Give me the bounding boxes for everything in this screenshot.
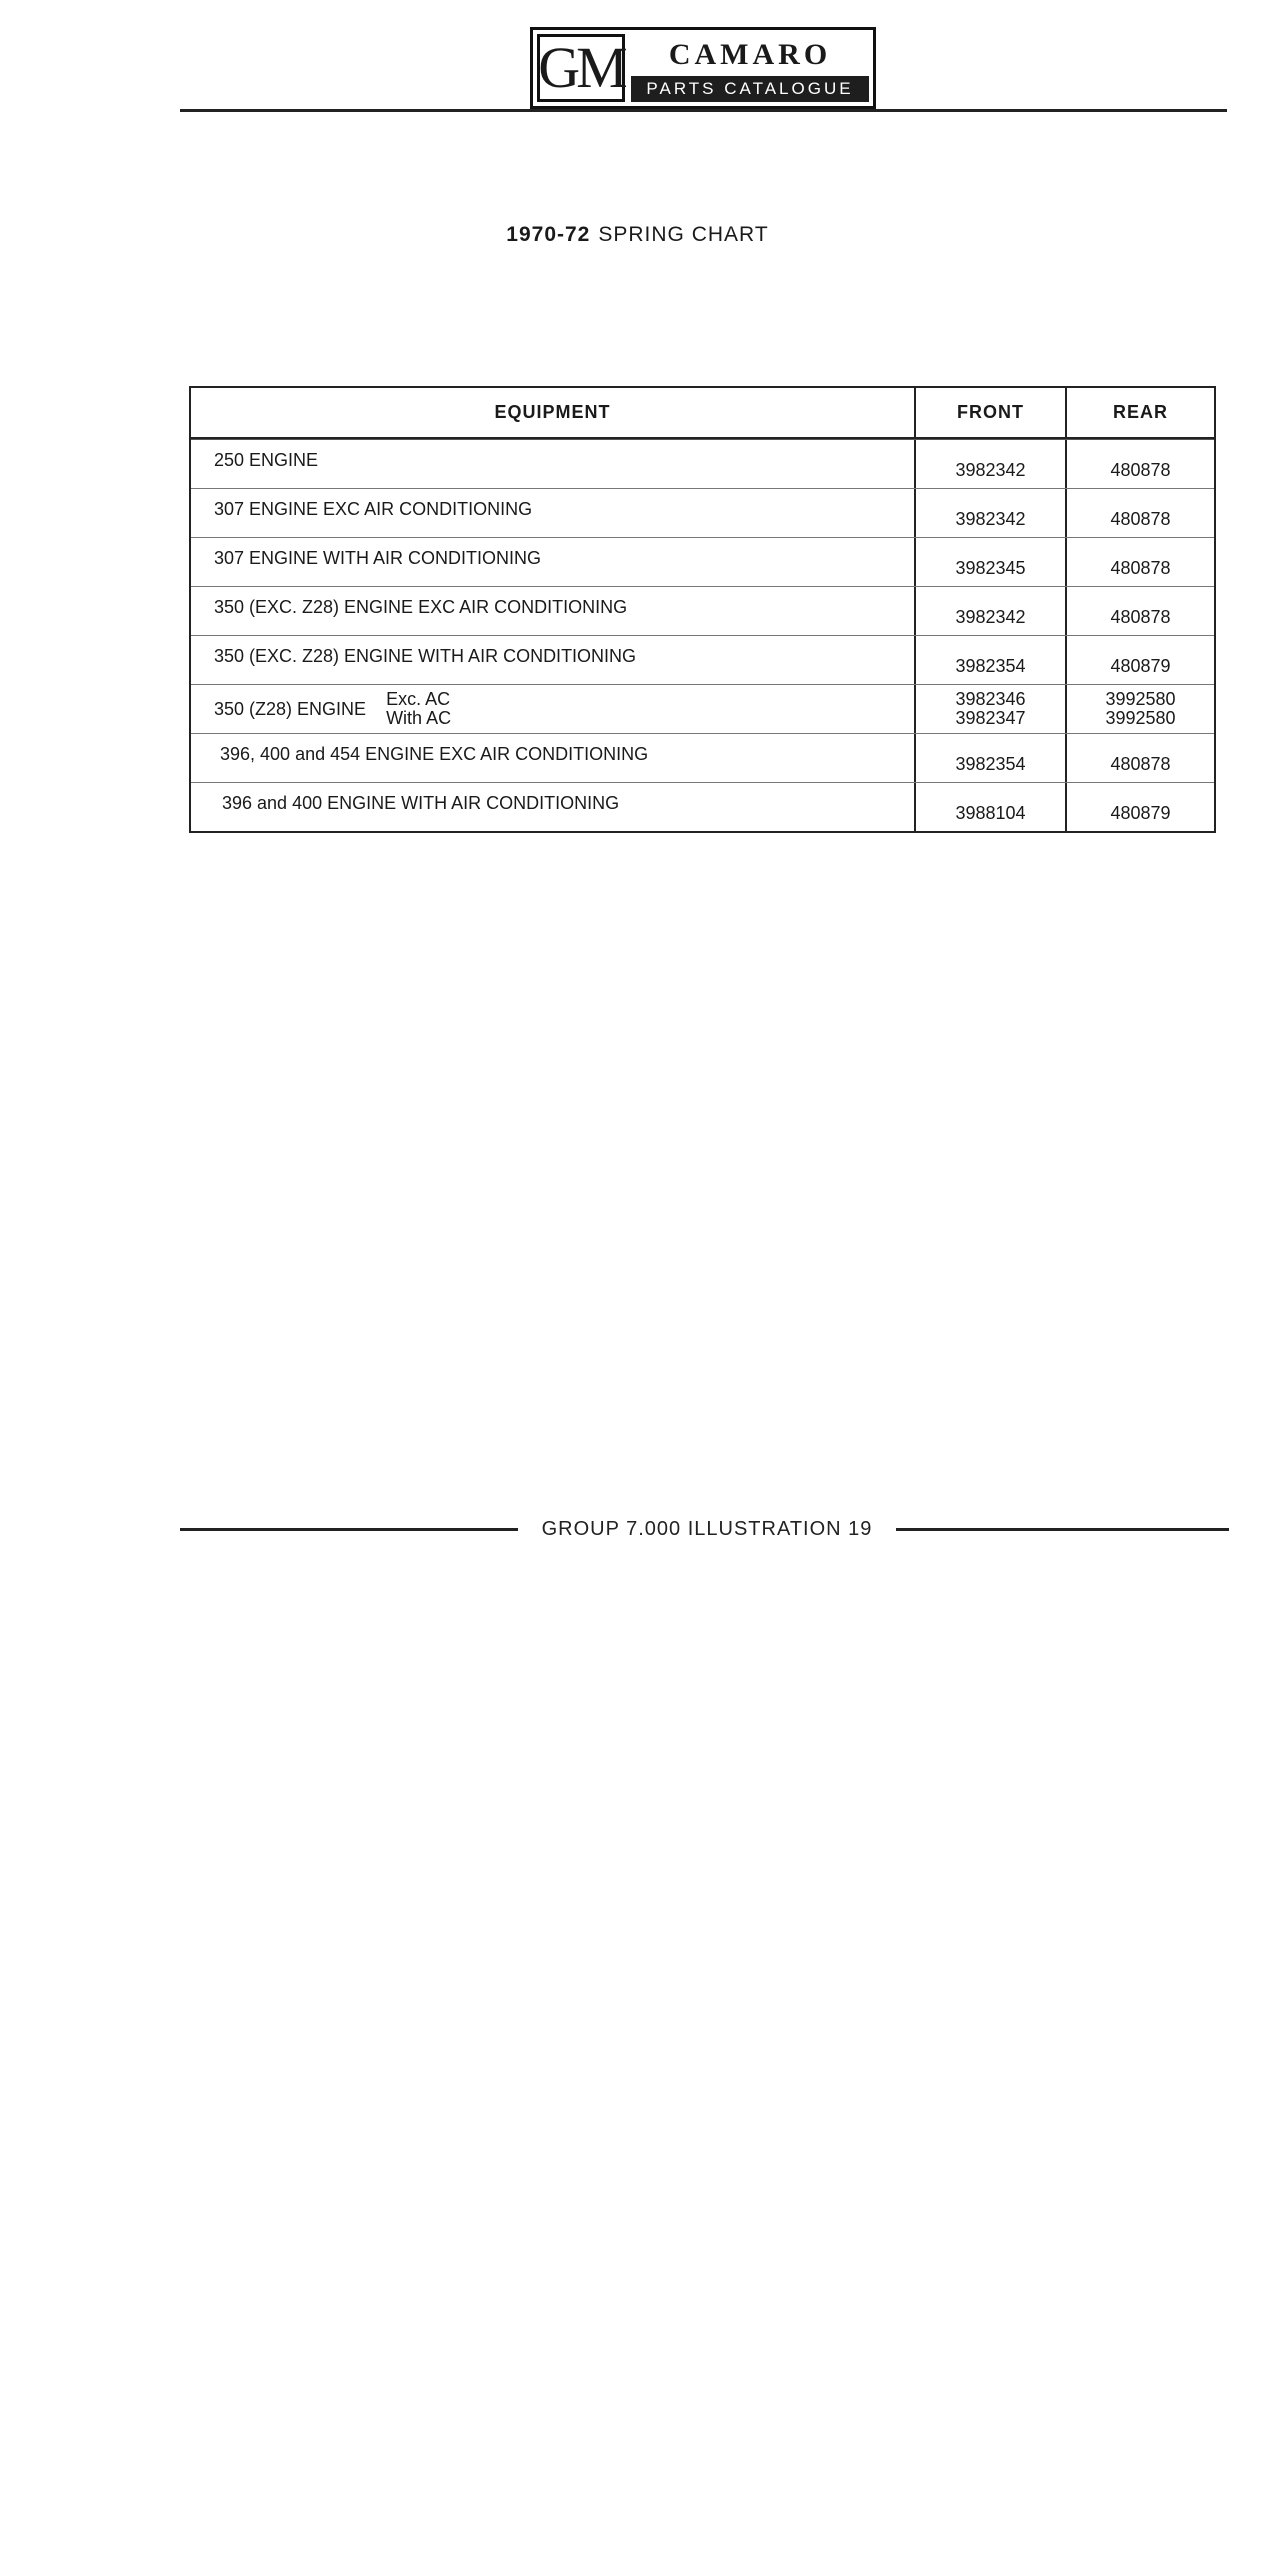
table-row bbox=[191, 537, 1214, 586]
logo-subtitle: PARTS CATALOGUE bbox=[631, 76, 869, 102]
footer-caption: GROUP 7.000 ILLUSTRATION 19 bbox=[541, 1518, 873, 1540]
rear-cell: 480878 bbox=[1110, 606, 1171, 627]
front-cell: 3982342 bbox=[916, 587, 1067, 635]
z28-options bbox=[386, 690, 451, 728]
header-rule bbox=[180, 109, 1227, 112]
title-text: SPRING CHART bbox=[598, 223, 769, 246]
table-row bbox=[191, 635, 1214, 684]
equipment-cell: 250 ENGINE bbox=[191, 440, 916, 488]
logo-model: CAMARO bbox=[668, 38, 832, 71]
equipment-cell: 307 ENGINE WITH AIR CONDITIONING bbox=[191, 538, 916, 586]
z28-rear-values bbox=[1105, 690, 1175, 728]
rear-cell: 480879 bbox=[1110, 655, 1171, 676]
rear-cell: 480878 bbox=[1110, 508, 1171, 529]
logo-gm-mark: GM bbox=[538, 35, 624, 100]
footer-rule-right bbox=[896, 1528, 1229, 1531]
table-row bbox=[191, 439, 1214, 488]
front-cell bbox=[916, 685, 1067, 733]
rear-cell bbox=[1067, 685, 1214, 733]
table-row-z28 bbox=[191, 684, 1214, 733]
rear-cell: 480879 bbox=[1110, 802, 1171, 823]
rear-cell: 480878 bbox=[1110, 459, 1171, 480]
z28-front-with-ac: 3982347 bbox=[955, 708, 1026, 728]
z28-option-with-ac: With AC bbox=[386, 708, 452, 728]
z28-front-exc-ac: 3982346 bbox=[955, 689, 1026, 709]
front-cell: 3982345 bbox=[916, 538, 1067, 586]
equipment-cell bbox=[191, 685, 916, 733]
z28-equipment-group bbox=[214, 690, 451, 728]
logo-text-block bbox=[631, 34, 869, 102]
header-equipment: EQUIPMENT bbox=[191, 388, 916, 437]
front-cell: 3982342 bbox=[916, 440, 1067, 488]
z28-front-values bbox=[955, 690, 1025, 728]
table-row bbox=[191, 488, 1214, 537]
equipment-cell: 350 (EXC. Z28) ENGINE EXC AIR CONDITIONING bbox=[191, 587, 916, 635]
equipment-cell: 396, 400 and 454 ENGINE EXC AIR CONDITIONING bbox=[191, 734, 916, 782]
z28-rear-with-ac: 3992580 bbox=[1105, 708, 1176, 728]
table-row bbox=[191, 586, 1214, 635]
front-cell: 3982342 bbox=[916, 489, 1067, 537]
table-row bbox=[191, 782, 1214, 831]
equipment-cell: 396 and 400 ENGINE WITH AIR CONDITIONING bbox=[191, 783, 916, 831]
rear-cell: 480878 bbox=[1110, 753, 1171, 774]
z28-engine-label: 350 (Z28) ENGINE bbox=[214, 698, 367, 719]
front-cell: 3988104 bbox=[916, 783, 1067, 831]
gm-camaro-logo bbox=[530, 27, 876, 109]
spring-chart-table bbox=[189, 386, 1216, 833]
equipment-cell: 350 (EXC. Z28) ENGINE WITH AIR CONDITIONING bbox=[191, 636, 916, 684]
table-row bbox=[191, 733, 1214, 782]
page-title bbox=[0, 223, 1275, 247]
equipment-cell: 307 ENGINE EXC AIR CONDITIONING bbox=[191, 489, 916, 537]
rear-cell: 480878 bbox=[1110, 557, 1171, 578]
header-rear: REAR bbox=[1112, 402, 1168, 422]
title-year: 1970-72 bbox=[506, 223, 591, 246]
footer-rule-left bbox=[180, 1528, 518, 1531]
front-cell: 3982354 bbox=[916, 734, 1067, 782]
front-cell: 3982354 bbox=[916, 636, 1067, 684]
header-front: FRONT bbox=[916, 388, 1067, 437]
table-header-row bbox=[191, 388, 1214, 439]
z28-rear-exc-ac: 3992580 bbox=[1105, 689, 1176, 709]
z28-option-exc-ac: Exc. AC bbox=[386, 689, 451, 709]
